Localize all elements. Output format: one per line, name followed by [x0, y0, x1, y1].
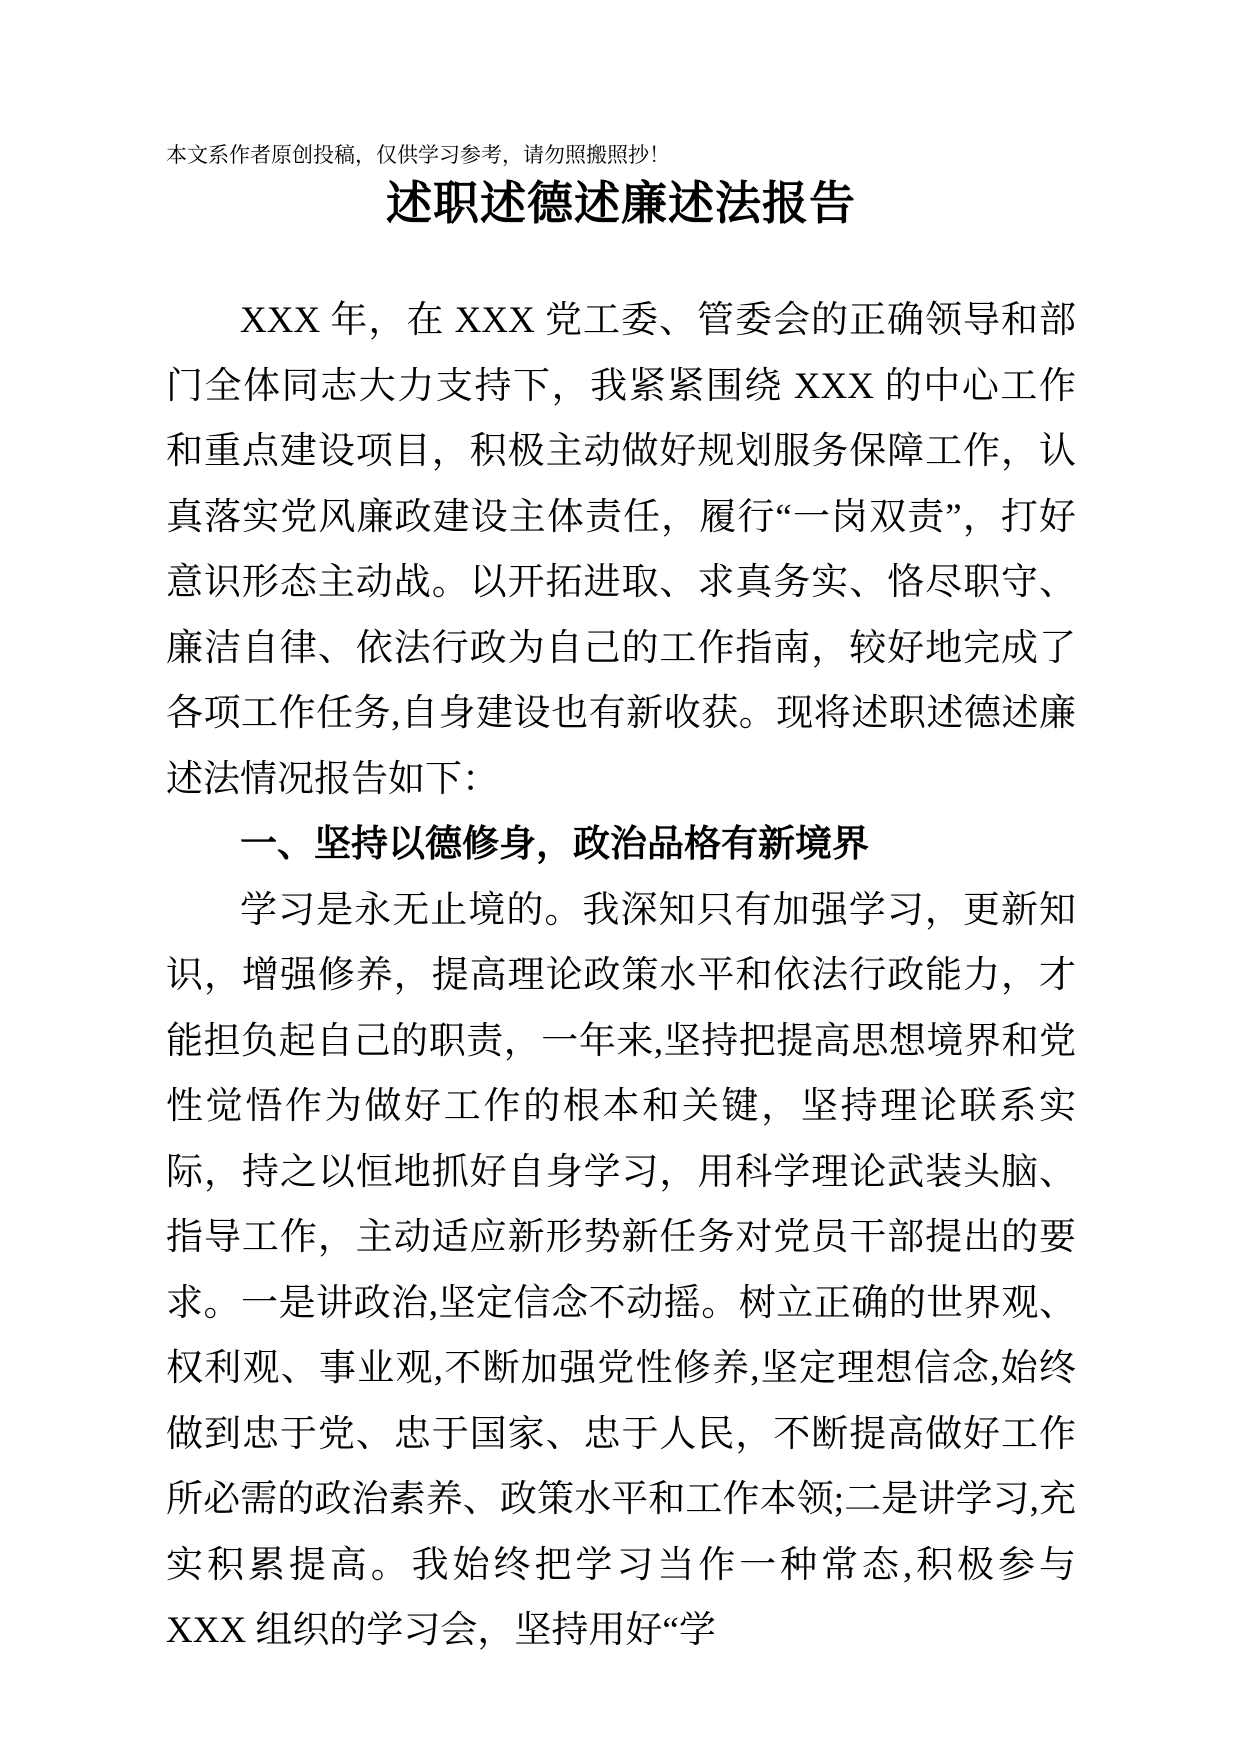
document-body — [166, 288, 1076, 1664]
section-heading-1: 一、坚持以德修身，政治品格有新境界 — [240, 824, 869, 865]
paragraph-section-1: 学习是永无止境的。我深知只有加强学习，更新知识，增强修养，提高理论政策水平和依法行政能力，才能担负起自己的职责，一年来,坚持把提高思想境界和党性觉悟作为做好工作的根本和关键，坚持理论联系实际，持之以恒地抓好自身学习，用科学理论武装头脑、指导工作，主动适应新形势新任务对党员干部提出的要求。一是讲政治,坚定信念不动摇。树立正确的世界观、权利观、事业观,不断加强党性修养,坚定理想信念,始终做到忠于党、忠于国家、忠于人民，不断提高做好工作所必需的政治素养、政策水平和工作本领;二是讲学习,充实积累提高。我始终把学习当作一种常态,积极参与 XXX 组织的学习会，坚持用好“学 — [166, 889, 1076, 1651]
paragraph-intro: XXX 年，在 XXX 党工委、管委会的正确领导和部门全体同志大力支持下，我紧紧围绕 XXX 的中心工作和重点建设项目，积极主动做好规划服务保障工作，认真落实党风廉政建设主体责任，履行“一岗双责”，打好意识形态主动战。以开拓进取、求真务实、恪尽职守、廉洁自律、依法行政为自己的工作指南，较好地完成了各项工作任务,自身建设也有新收获。现将述职述德述廉述法情况报告如下： — [166, 300, 1076, 800]
disclaimer-note: 本文系作者原创投稿，仅供学习参考，请勿照搬照抄！ — [166, 143, 670, 167]
document-content — [166, 140, 1076, 1664]
document-title: 述职述德述廉述法报告 — [386, 178, 856, 229]
